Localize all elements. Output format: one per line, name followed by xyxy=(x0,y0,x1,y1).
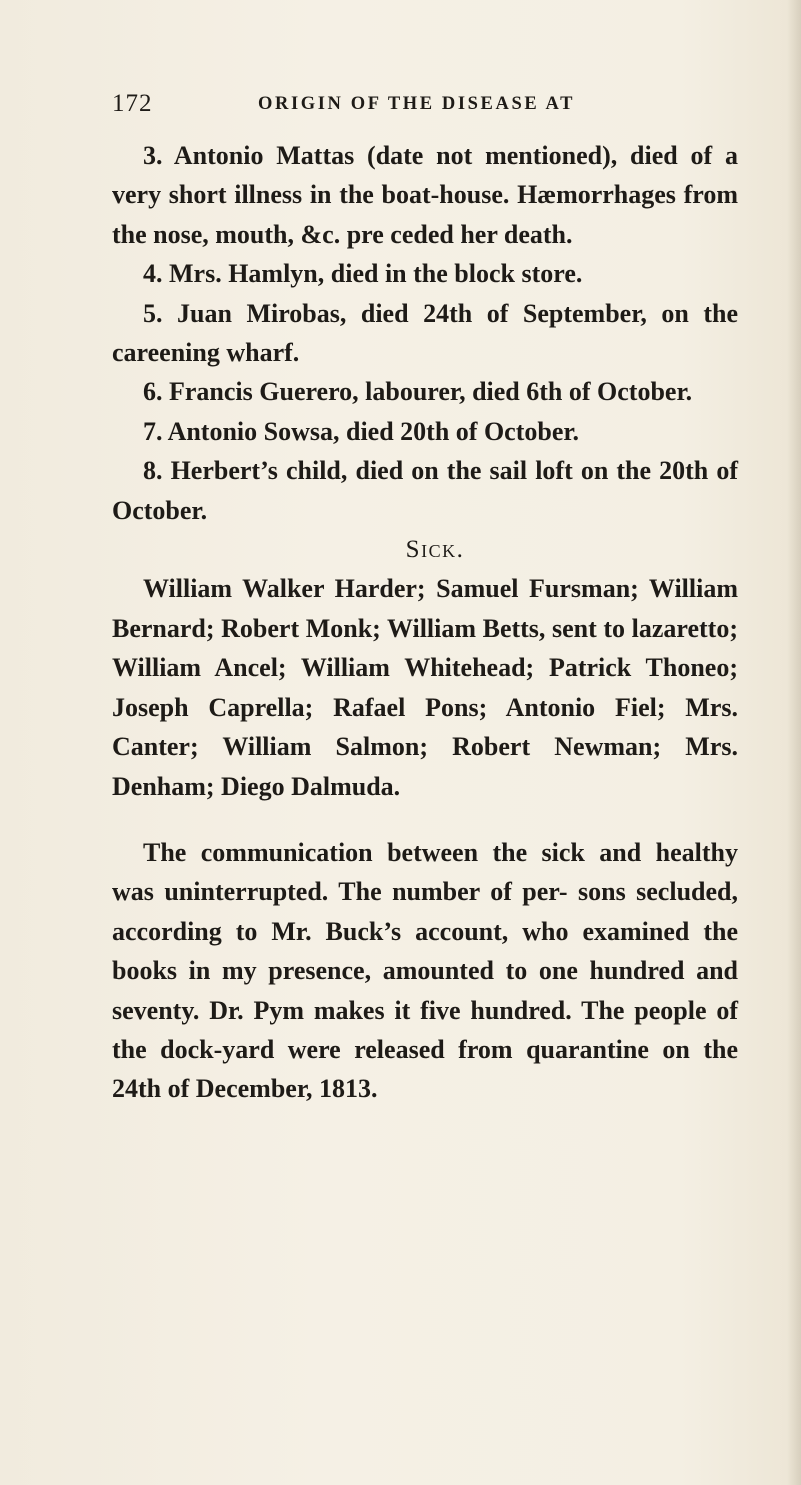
closing-paragraph: The communication between the sick and healthy was uninterrupted. The number of per- sons secluded, according to Mr. Buck’s account, who examined the books in my presence, amounted to one hundred and seventy. Dr. Pym makes it five hundred. The people of the dock-yard were released from quarantine on the 24th of December, 1813. xyxy=(112,837,738,1104)
death-entry-3: 3. Antonio Mattas (date not mentioned), died of a very short illness in the boat-house. Hæmorrhages from the nose, mouth, &c. pre ceded her death. xyxy=(112,141,738,249)
death-entry-7: 7. Antonio Sowsa, died 20th of October. xyxy=(143,416,580,446)
page-number: 172 xyxy=(112,90,153,117)
page-header xyxy=(112,90,612,124)
page-body xyxy=(112,136,738,1109)
running-head: ORIGIN OF THE DISEASE AT xyxy=(258,94,576,114)
death-entry-8: 8. Herbert’s child, died on the sail loft on the 20th of October. xyxy=(112,456,738,525)
death-entry-4: 4. Mrs. Hamlyn, died in the block store. xyxy=(143,259,583,289)
sick-heading: Sick. xyxy=(405,536,465,564)
sick-list: William Walker Harder; Samuel Fursman; William Bernard; Robert Monk; William Betts, sent to lazaretto; William Ancel; William Whitehead; Patrick Thoneo; Joseph Caprella; Rafael Pons; Antonio Fiel; Mrs. Canter; William Salmon; Robert Newman; Mrs. Denham; Diego Dalmuda. xyxy=(112,574,738,801)
death-entry-6: 6. Francis Guerero, labourer, died 6th of October. xyxy=(143,377,693,407)
page-edge-shadow xyxy=(787,0,801,1485)
death-entry-5: 5. Juan Mirobas, died 24th of September, on the careening wharf. xyxy=(112,298,738,368)
